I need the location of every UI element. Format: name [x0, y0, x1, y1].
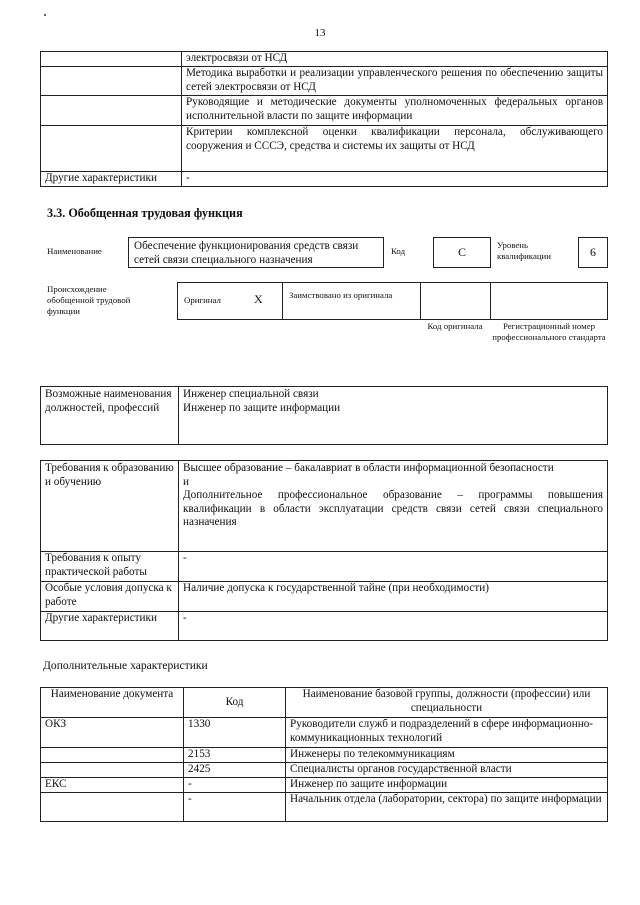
table-row [41, 793, 608, 822]
positions-values [179, 387, 608, 445]
borrowed-label: Заимствовано из оригинала [289, 290, 393, 300]
original-label: Оригинал [184, 295, 221, 305]
requirement-value: Наличие допуска к государственной тайне (при необходимости) [179, 582, 608, 612]
table-row [41, 718, 608, 748]
table-cell: Руководящие и методические документы уполномоченных федеральных органов исполнительной власти по защите информации [182, 96, 608, 126]
table-row [41, 96, 608, 126]
positions-table [40, 386, 608, 445]
doc-cell: ОКЗ [41, 718, 184, 748]
requirement-value: - [179, 552, 608, 582]
table-cell: Другие характеристики [41, 172, 182, 187]
table-cell [41, 126, 182, 172]
name-cell: Инженеры по телекоммуникациям [286, 748, 608, 763]
requirement-label: Другие характеристики [41, 612, 179, 641]
name-label: Наименование [47, 246, 102, 256]
table-row [41, 763, 608, 778]
requirement-label: Особые условия допуска к работе [41, 582, 179, 612]
table-row [41, 778, 608, 793]
doc-cell [41, 763, 184, 778]
level-label: Уровень квалификации [497, 240, 551, 261]
code-cell: - [184, 793, 286, 822]
table-row [41, 461, 608, 552]
requirement-line: Дополнительное профессиональное образование – программы повышения квалификации в области эксплуатации средств связи сетей связи специального назначения [183, 489, 603, 529]
requirement-line: и [183, 475, 189, 488]
code-cell: 2153 [184, 748, 286, 763]
name-cell: Руководители служб и подразделений в сфере информационно-коммуникационных технологий [286, 718, 608, 748]
table-cell [41, 96, 182, 126]
requirement-label: Требования к образованию и обучению [41, 461, 179, 552]
table-cell: электросвязи от НСД [182, 52, 608, 67]
code-cell: - [184, 778, 286, 793]
original-mark: X [254, 292, 263, 306]
origin-label: Происхождение обобщенной трудовой функции [47, 284, 131, 316]
requirements-table [40, 460, 608, 641]
table-row [41, 612, 608, 641]
table-row [41, 67, 608, 96]
positions-label: Возможные наименования должностей, профессий [41, 387, 179, 445]
divider [490, 282, 491, 320]
table-row [41, 52, 608, 67]
name-cell: Специалисты органов государственной власти [286, 763, 608, 778]
table-cell: - [182, 172, 608, 187]
table-cell [41, 52, 182, 67]
origin-grid [177, 282, 608, 320]
code-box: C [433, 237, 491, 268]
table-header-row [41, 688, 608, 718]
section-heading: 3.3. Обобщенная трудовая функция [47, 206, 243, 220]
header-document: Наименование документа [41, 688, 184, 718]
position-item: Инженер специальной связи [183, 388, 319, 400]
additional-title: Дополнительные характеристики [43, 659, 208, 672]
doc-cell [41, 793, 184, 822]
doc-cell [41, 748, 184, 763]
divider [282, 282, 283, 320]
divider [420, 282, 421, 320]
code-label: Код [391, 246, 406, 256]
table-cell [41, 67, 182, 96]
table-row [41, 172, 608, 187]
position-item: Инженер по защите информации [183, 401, 341, 414]
function-name-box: Обеспечение функционирования средств связи сетей связи специального назначения [128, 237, 384, 268]
requirement-label: Требования к опыту практической работы [41, 552, 179, 582]
top-table [40, 51, 608, 187]
table-cell: Критерии комплексной оценки квалификации персонала, обслуживающего сооружения и СССЭ, средства и системы их защиты от НСД [182, 126, 608, 172]
requirement-line: Высшее образование – бакалавриат в области информационной безопасности [183, 462, 554, 474]
page-number: 13 [314, 27, 326, 39]
original-code-caption: Код оригинала [427, 321, 483, 331]
doc-cell: ЕКС [41, 778, 184, 793]
table-row [41, 126, 608, 172]
scan-speck [44, 14, 46, 16]
header-name: Наименование базовой группы, должности (профессии) или специальности [286, 688, 608, 718]
table-cell: Методика выработки и реализации управленческого решения по обеспечению защиты сетей электросвязи от НСД [182, 67, 608, 96]
reg-number-caption: Регистрационный номер профессионального стандарта [492, 321, 606, 342]
table-row [41, 582, 608, 612]
requirement-value: - [179, 612, 608, 641]
table-row [41, 552, 608, 582]
level-box: 6 [578, 237, 608, 268]
code-cell: 1330 [184, 718, 286, 748]
table-row [41, 748, 608, 763]
table-row [41, 387, 608, 445]
name-cell: Инженер по защите информации [286, 778, 608, 793]
additional-table [40, 687, 608, 822]
code-cell: 2425 [184, 763, 286, 778]
header-code: Код [184, 688, 286, 718]
requirement-value [179, 461, 608, 552]
name-cell: Начальник отдела (лаборатории, сектора) по защите информации [286, 793, 608, 822]
